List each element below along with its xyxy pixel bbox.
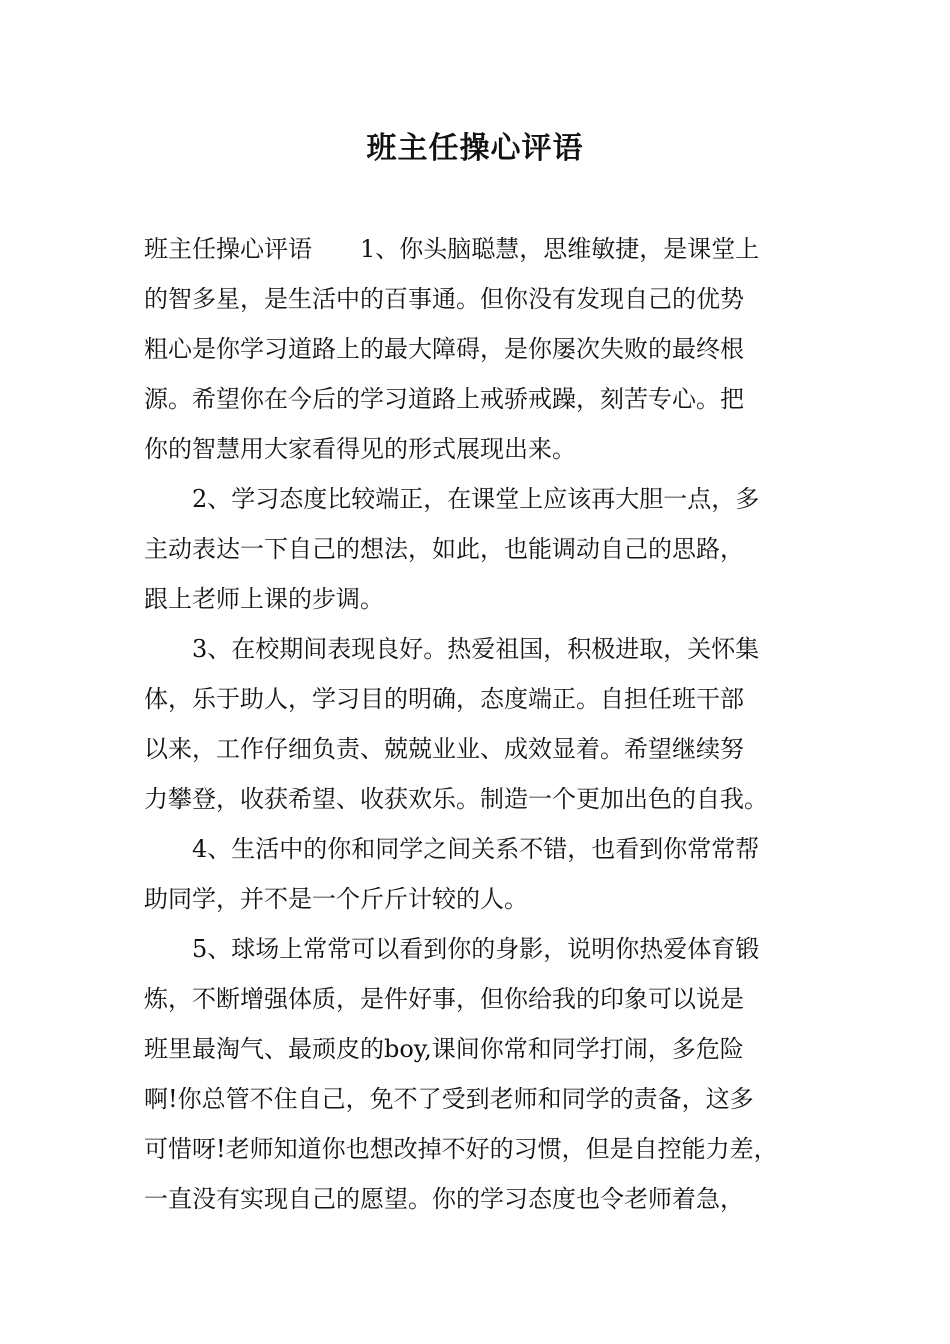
text-line-14: 助同学，并不是一个斤斤计较的人。 [144, 885, 528, 913]
text-line-9: 3、在校期间表现良好。热爱祖国，积极进取，关怀集 [192, 635, 760, 663]
document-body [144, 224, 808, 1224]
text-line-4: 源。希望你在今后的学习道路上戒骄戒躁，刻苦专心。把 [144, 385, 744, 413]
document-title: 班主任操心评语 [366, 131, 584, 166]
text-line-7: 主动表达一下自己的想法，如此，也能调动自己的思路， [144, 535, 744, 563]
text-line-18: 啊!你总管不住自己，免不了受到老师和同学的责备，这多 [144, 1085, 754, 1113]
text-line-8: 跟上老师上课的步调。 [144, 585, 384, 613]
text-line-3: 粗心是你学习道路上的最大障碍，是你屡次失败的最终根 [144, 335, 744, 363]
line-text: 1、你头脑聪慧，思维敏捷，是课堂上 [360, 235, 760, 263]
text-line-13: 4、生活中的你和同学之间关系不错，也看到你常常帮 [192, 835, 760, 863]
text-line-16: 炼，不断增强体质，是件好事，但你给我的印象可以说是 [144, 985, 744, 1013]
text-line-11: 以来，工作仔细负责、兢兢业业、成效显着。希望继续努 [144, 735, 744, 763]
text-line-15: 5、球场上常常可以看到你的身影，说明你热爱体育锻 [192, 935, 760, 963]
text-line-10: 体，乐于助人，学习目的明确，态度端正。自担任班干部 [144, 685, 744, 713]
text-line-19: 可惜呀!老师知道你也想改掉不好的习惯，但是自控能力差， [144, 1135, 778, 1163]
text-line-5: 你的智慧用大家看得见的形式展现出来。 [144, 435, 576, 463]
text-line-17: 班里最淘气、最顽皮的boy,课间你常和同学打闹，多危险 [144, 1035, 744, 1063]
text-line-2: 的智多星，是生活中的百事通。但你没有发现自己的优势 [144, 285, 744, 313]
text-line-1 [144, 224, 808, 274]
lead-label: 班主任操心评语 [144, 235, 312, 263]
text-line-6: 2、学习态度比较端正，在课堂上应该再大胆一点，多 [192, 485, 760, 513]
text-line-12: 力攀登，收获希望、收获欢乐。制造一个更加出色的自我。 [144, 785, 768, 813]
text-line-20: 一直没有实现自己的愿望。你的学习态度也令老师着急， [144, 1185, 744, 1213]
